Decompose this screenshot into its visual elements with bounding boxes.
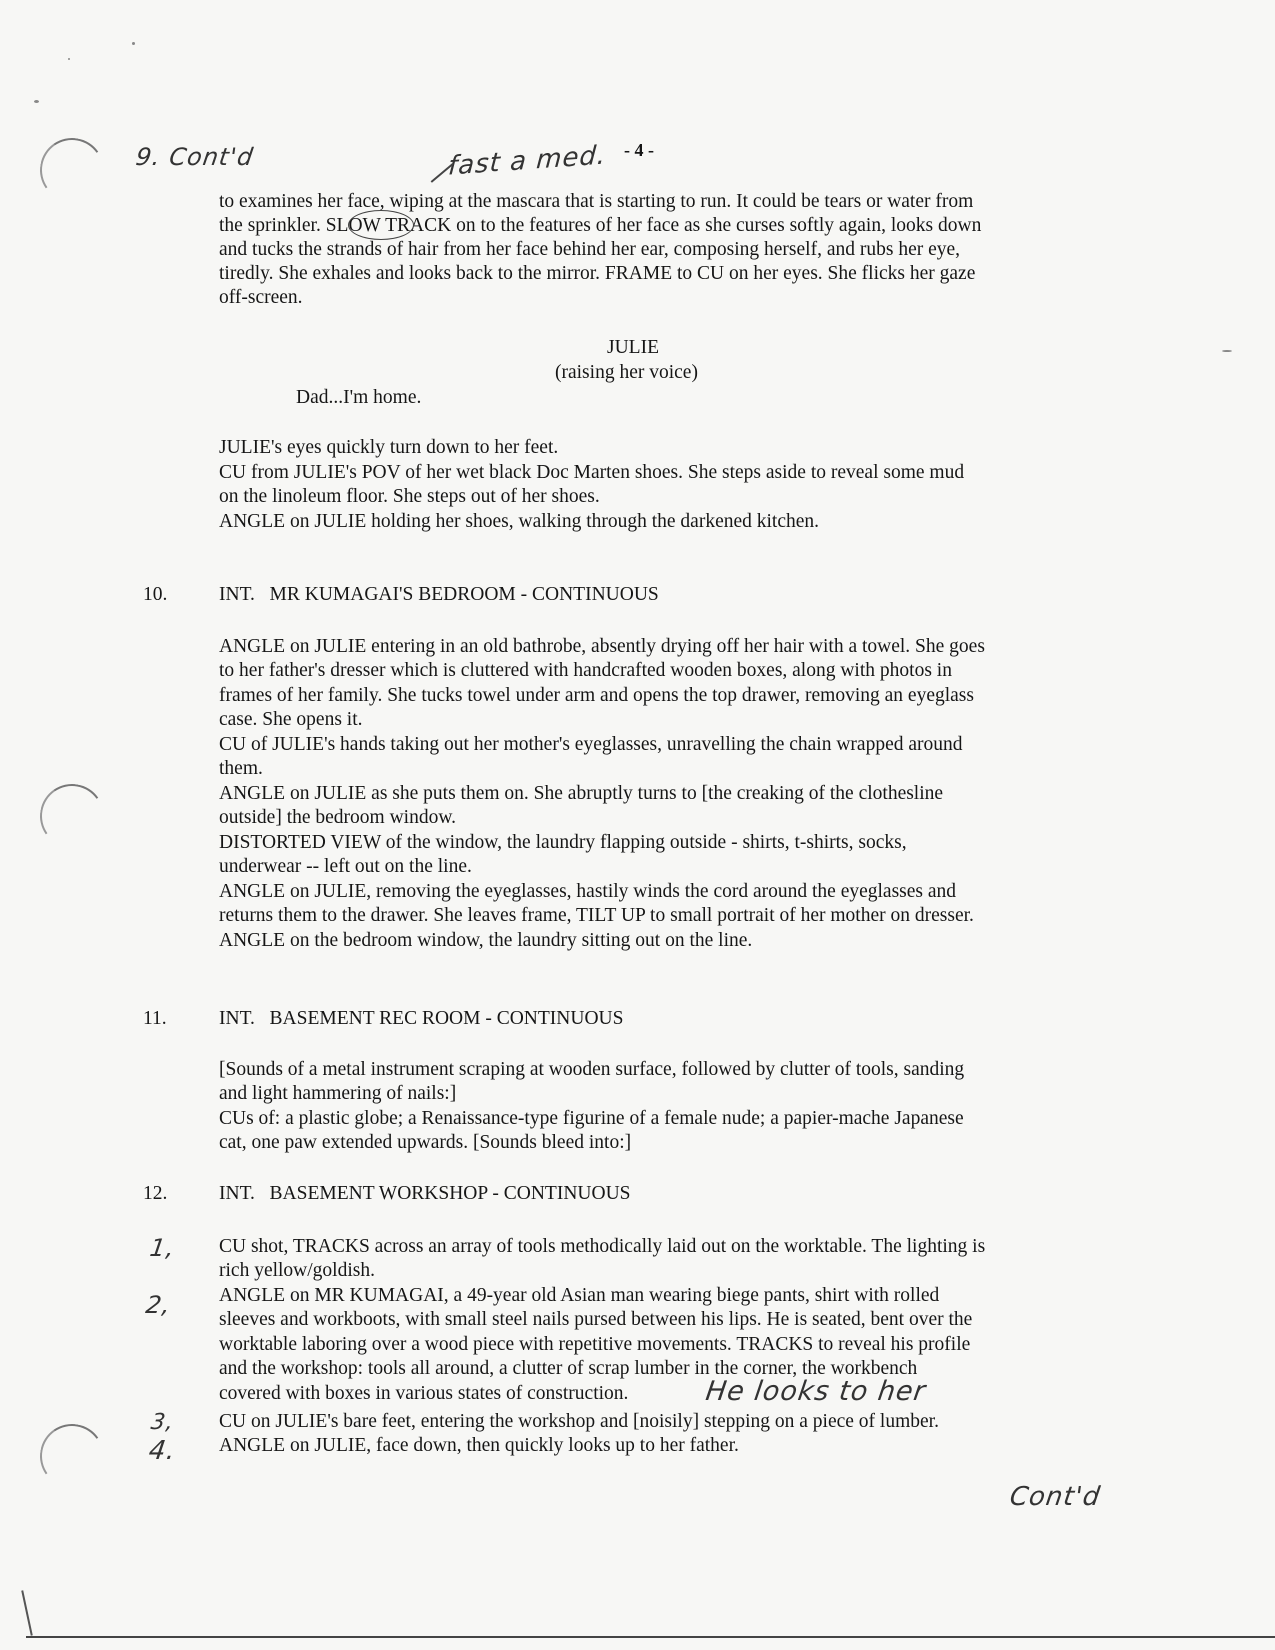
action-line: DISTORTED VIEW of the window, the laundry flapping outside - shirts, t-shirts, socks, [219,832,907,853]
action-line: to her father's dresser which is cluttered with handcrafted wooden boxes, along with photos in [219,660,952,681]
action-line: and the workshop: tools all around, a clutter of scrap lumber in the corner, the workbench [219,1358,918,1379]
handwritten-contd-bottom: Cont'd [1007,1482,1103,1512]
action-line: them. [219,758,263,779]
dialogue-line: Dad...I'm home. [296,387,422,408]
scene-heading: INT. MR KUMAGAI'S BEDROOM - CONTINUOUS [219,584,659,605]
dust-speck [132,42,135,45]
dust-speck [1222,350,1232,352]
action-line: ANGLE on MR KUMAGAI, a 49-year old Asian man wearing biege pants, shirt with rolled [219,1285,940,1306]
action-line: CU of JULIE's hands taking out her mother's eyeglasses, unravelling the chain wrapped around [219,734,963,755]
action-line: underwear -- left out on the line. [219,856,472,877]
action-line: CUs of: a plastic globe; a Renaissance-type figurine of a female nude; a papier-mache Japanese [219,1108,964,1129]
action-line: ANGLE on JULIE entering in an old bathrobe, absently drying off her hair with a towel. She goes [219,636,985,657]
action-line: CU on JULIE's bare feet, entering the workshop and [noisily] stepping on a piece of lumber. [219,1411,939,1432]
handwritten-note-fast-med: fast a med. [447,140,608,182]
action-line: CU shot, TRACKS across an array of tools methodically laid out on the worktable. The lighting is [219,1236,986,1257]
action-line: case. She opens it. [219,709,363,730]
handwritten-shot-number: 2, [144,1291,173,1319]
handwritten-shot-number: 3, [149,1410,176,1435]
action-line: and light hammering of nails:] [219,1083,457,1104]
action-line: JULIE's eyes quickly turn down to her feet. [219,437,559,458]
dialogue-parenthetical: (raising her voice) [555,362,698,383]
action-line: ANGLE on JULIE, face down, then quickly looks up to her father. [219,1435,739,1456]
scene-number: 12. [143,1183,168,1204]
action-line: and tucks the strands of hair from her face behind her ear, composing herself, and rubs her eye, [219,239,961,260]
handwritten-shot-number: 4. [146,1436,178,1466]
handwritten-scene-contd: 9. Cont'd [134,143,256,171]
action-line: returns them to the drawer. She leaves frame, TILT UP to small portrait of her mother on dresser. [219,905,974,926]
action-line: off-screen. [219,287,303,308]
scene-heading: INT. BASEMENT REC ROOM - CONTINUOUS [219,1008,624,1029]
dust-speck [34,100,39,103]
bottom-page-edge [26,1636,1275,1638]
action-line: ANGLE on JULIE, removing the eyeglasses, hastily winds the cord around the eyeglasses and [219,881,957,902]
handwritten-note-he-looks: He looks to her [703,1376,929,1407]
action-line: worktable laboring over a wood piece with repetitive movements. TRACKS to reveal his profile [219,1334,971,1355]
handwritten-shot-number: 1, [148,1234,177,1262]
action-line: the sprinkler. SLOW TRACK on to the features of her face as she curses softly again, looks down [219,215,982,236]
action-line: ANGLE on the bedroom window, the laundry sitting out on the line. [219,930,753,951]
handwritten-circle-mark [348,210,414,240]
scene-heading: INT. BASEMENT WORKSHOP - CONTINUOUS [219,1183,631,1204]
scene-number: 11. [143,1008,167,1029]
dust-speck [68,58,70,60]
action-line: sleeves and workboots, with small steel nails pursed between his lips. He is seated, bent over the [219,1309,973,1330]
action-line: rich yellow/goldish. [219,1260,375,1281]
bottom-left-curl [21,1590,33,1635]
action-line: outside] the bedroom window. [219,807,457,828]
action-line: tiredly. She exhales and looks back to the mirror. FRAME to CU on her eyes. She flicks her gaze [219,263,976,284]
action-line: CU from JULIE's POV of her wet black Doc Marten shoes. She steps aside to reveal some mud [219,462,965,483]
action-line: cat, one paw extended upwards. [Sounds bleed into:] [219,1132,632,1153]
hole-punch-bottom [35,1419,109,1493]
action-line: ANGLE on JULIE holding her shoes, walking through the darkened kitchen. [219,511,820,532]
action-line: to examines her face, wiping at the mascara that is starting to run. It could be tears or water from [219,191,974,212]
action-line: [Sounds of a metal instrument scraping at wooden surface, followed by clutter of tools, sanding [219,1059,965,1080]
page-number: - 4 - [624,140,654,160]
action-line: covered with boxes in various states of construction. [219,1383,629,1404]
action-line: ANGLE on JULIE as she puts them on. She abruptly turns to [the creaking of the clothesline [219,783,944,804]
dialogue-character: JULIE [607,337,659,358]
hole-punch-top [35,133,109,207]
action-line: frames of her family. She tucks towel under arm and opens the top drawer, removing an eyeglass [219,685,974,706]
scene-number: 10. [143,584,168,605]
action-line: on the linoleum floor. She steps out of her shoes. [219,486,600,507]
hole-punch-middle [35,779,109,853]
